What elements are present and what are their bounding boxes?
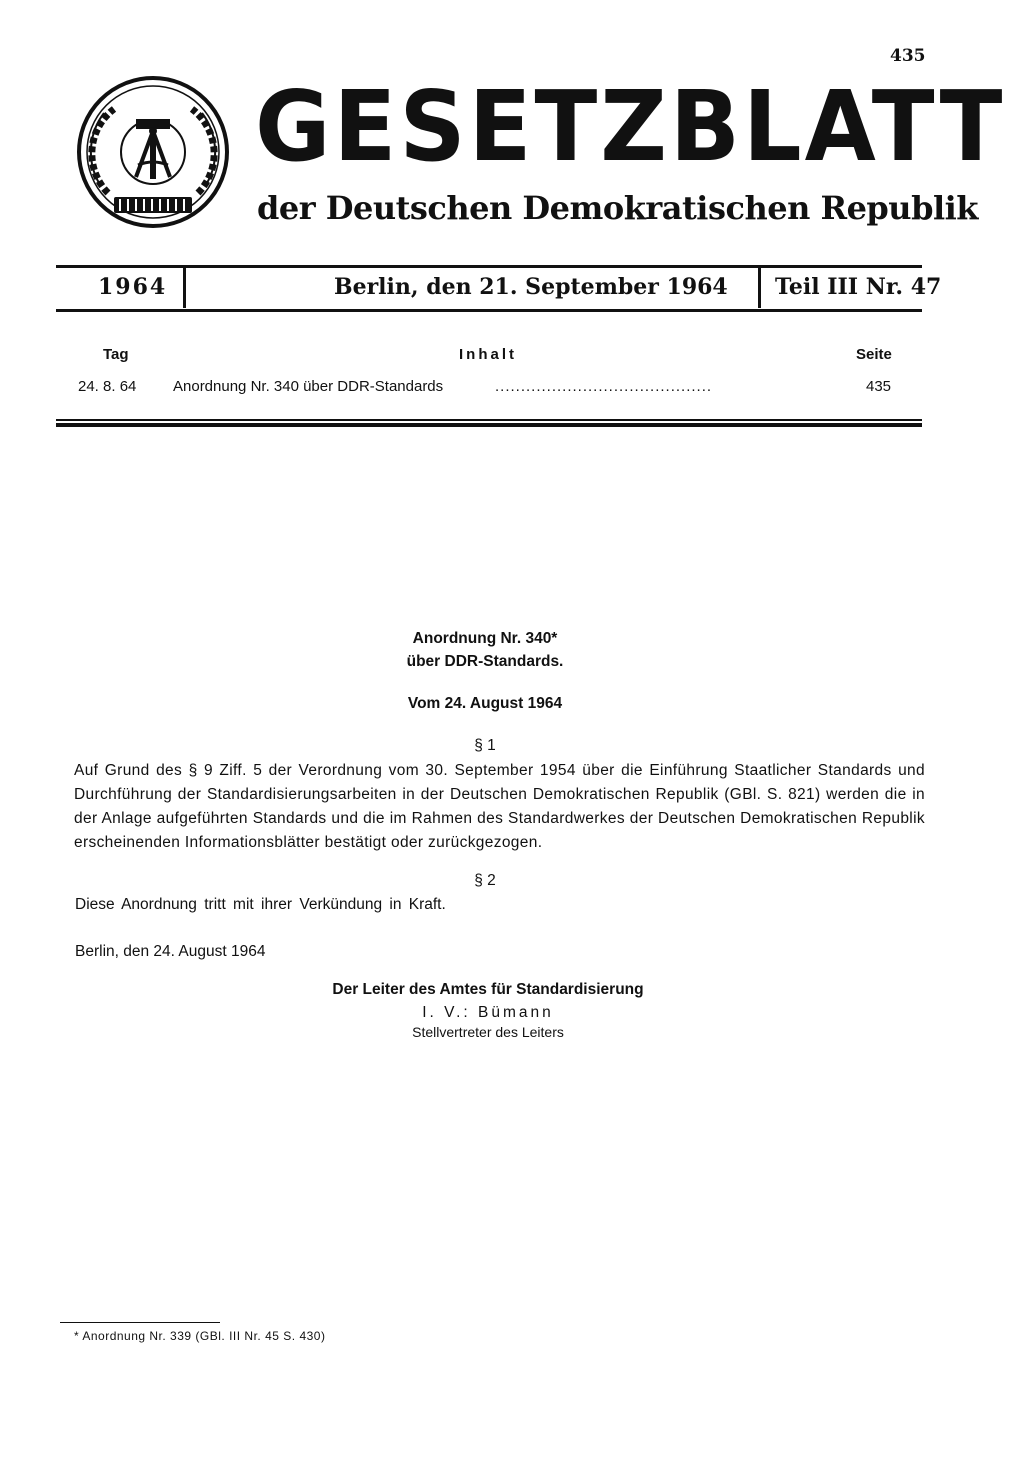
footnote-rule xyxy=(60,1322,220,1323)
contents-bottom-rule-heavy xyxy=(56,423,922,427)
contents-col-day: Tag xyxy=(103,346,129,363)
contents-row-leader: .......................................... xyxy=(495,378,713,395)
ordinance-title-line1: Anordnung Nr. 340* xyxy=(412,630,558,647)
ordinance-title-line2: über DDR-Standards. xyxy=(406,653,564,670)
contents-col-title: Inhalt xyxy=(459,346,517,363)
masthead-title: GESETZBLATT xyxy=(255,70,1006,184)
section1-text: Auf Grund des § 9 Ziff. 5 der Verordnung vom 30. September 1954 über die Einführung Staatlicher Standards und Durchführung der Standardisierungsarbeiten in der Deutschen Demokratischen Republik (GBl. S. 821) werden die in der Anlage aufgeführten Standards und die im Rahmen des Standardwerkes der Deutschen Demokratischen Republik erscheinenden Informationsblätter bestätigt oder zurückgezogen. xyxy=(74,762,925,851)
section1-heading: § 1 xyxy=(474,737,496,754)
footnote: * Anordnung Nr. 339 (GBl. III Nr. 45 S. 430) xyxy=(74,1329,326,1343)
contents-row-day: 24. 8. 64 xyxy=(78,378,137,395)
masthead-subtitle: der Deutschen Demokratischen Republik xyxy=(257,189,978,227)
section2-heading: § 2 xyxy=(474,872,496,889)
issue-bar-divider xyxy=(183,268,186,308)
contents-col-page: Seite xyxy=(856,346,892,363)
issue-year: 1964 xyxy=(98,274,168,300)
issue-part-number: Teil III Nr. 47 xyxy=(775,274,942,300)
signatory-name: I. V.: Bümann xyxy=(422,1004,554,1021)
ordinance-date: Vom 24. August 1964 xyxy=(407,695,563,712)
signatory-office: Der Leiter des Amtes für Standardisierung xyxy=(332,981,644,998)
contents-bottom-rule xyxy=(56,419,922,421)
page-number: 435 xyxy=(890,46,926,66)
contents-row-title: Anordnung Nr. 340 über DDR-Standards xyxy=(173,378,444,395)
ordinance-place-date: Berlin, den 24. August 1964 xyxy=(75,943,266,960)
issue-bar-bottom-rule xyxy=(56,309,922,312)
state-emblem-icon xyxy=(74,73,232,231)
issue-place-date: Berlin, den 21. September 1964 xyxy=(334,274,728,300)
section2-text: Diese Anordnung tritt mit ihrer Verkündung in Kraft. xyxy=(75,896,446,913)
issue-bar-divider xyxy=(758,268,761,308)
contents-row-page: 435 xyxy=(866,378,892,395)
signatory-role: Stellvertreter des Leiters xyxy=(412,1024,564,1040)
